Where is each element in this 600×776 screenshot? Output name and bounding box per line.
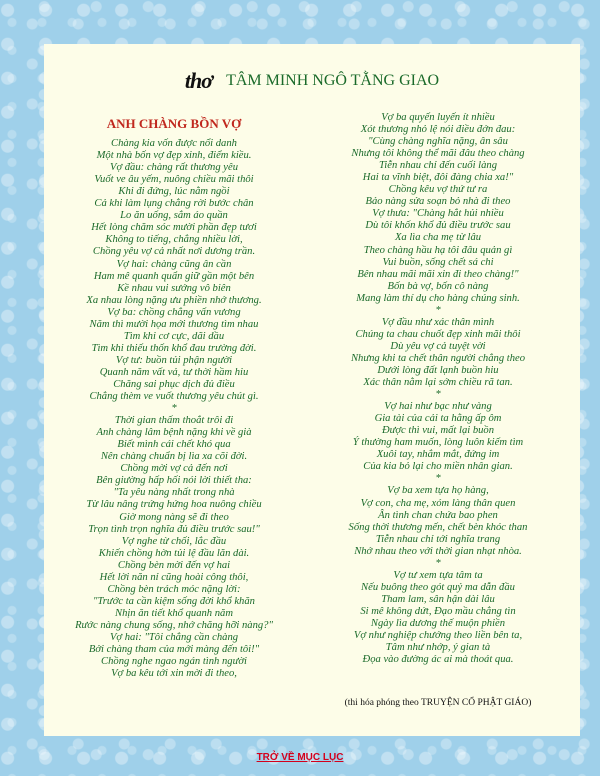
poem-line: Dù tôi khốn khổ đủ điều trước sau [365, 220, 511, 232]
poem-line: Chẳng thèm ve vuốt thương yêu chút gì. [89, 391, 259, 403]
poem-line: Đọa vào đường ác ai mà thoát qua. [362, 654, 514, 666]
poem-line: Nhưng khi ta chết thân người chẳng theo [350, 352, 526, 364]
poem-line: Gia tài của cải ta hằng ấp ôm [374, 413, 502, 425]
poem-credit: (thi hóa phóng theo TRUYỆN CỔ PHẬT GIÁO) [344, 698, 532, 708]
poem-line: Hết lòng chăm sóc mười phần đẹp tươi [91, 222, 257, 234]
poem-line: Bởi chàng tham của mới màng đến tôi!" [88, 644, 260, 656]
stanza-separator: * [435, 389, 441, 401]
poem-line: Được thì vui, mất lại buồn [381, 425, 495, 437]
stanza-separator: * [171, 403, 177, 415]
poem-line: Chồng mời vợ cả đến nơi [120, 463, 228, 475]
poem-line: Si mê không dứt, Đạo mầu chẳng tìn [360, 605, 516, 617]
poem-line: Tìm khi cơ cực, dãi dầu [123, 330, 225, 342]
poem-line: Bốn bà vợ, bốn cô nàng [387, 280, 489, 292]
poem-line: Mang làm thí dụ cho hàng chúng sinh. [356, 292, 520, 304]
poem-line: Vợ hai: "Tôi chẳng cần chàng [109, 631, 239, 643]
poem-line: Vợ tư xem tựa tâm ta [393, 569, 483, 581]
poem-line: Chăng sai phục dịch đủ điều [113, 378, 235, 390]
poem-line: Chồng kêu vợ thứ tư ra [388, 184, 488, 196]
tho-logo: thơ [184, 68, 213, 93]
poem-line: Nên chàng chuẩn bị lìa xa cõi đời. [100, 451, 248, 463]
poem-line: Sống thời thương mến, chết bèn khóc than [348, 521, 528, 533]
poem-line: Chàng kia vốn được nổi danh [111, 138, 237, 150]
poem-line: Vợ như nghiệp chướng theo liền bên ta, [353, 630, 523, 642]
poem-line: Vuốt ve âu yếm, nuông chiều mãi thôi [94, 174, 254, 186]
poem-line: Nhịn ăn tiết khổ quanh năm [115, 607, 233, 619]
poem-line: Chồng bèn mời đến vợ hai [117, 559, 231, 571]
stanza-separator: * [435, 473, 441, 485]
poem-column-right [316, 112, 560, 666]
poem-line: Quanh năm vất vả, tư thời hầm hiu [99, 366, 249, 378]
poem-line: Nhưng tôi không thể mãi đâu theo chàng [351, 148, 525, 160]
poem-line: Trọn tình trọn nghĩa đủ điều trước sau!" [88, 523, 260, 535]
poem-line: Vui buồn, sống chết sá chi [382, 256, 494, 268]
poem-line: Thời gian thấm thoắt trôi đi [114, 415, 234, 427]
poem-line: Bảo nàng sửa soạn bỏ nhà đi theo [365, 196, 511, 208]
poem-line: Vợ hai: chàng cũng ân cần [116, 258, 232, 270]
poem-line: Năm thì mười họa mới thương tìm nhau [89, 318, 259, 330]
poem-line: Vợ thưa: "Chàng hắt hủi nhiều [372, 208, 504, 220]
poem-line: Xa lìa cha mẹ từ lâu [394, 232, 482, 244]
poem-line: Của kia bỏ lại cho miền nhân gian. [363, 461, 513, 473]
poem-line: Lo ăn uống, sắm áo quần [120, 210, 228, 222]
poem-line: Từ lâu nâng trứng hứng hoa nuông chiều [86, 499, 262, 511]
poem-line: Tìm khi thiếu thốn khổ đau trường đời. [91, 342, 257, 354]
poem-line: Chúng ta chau chuốt đẹp xinh mãi thôi [355, 328, 521, 340]
poem-lines-left [52, 138, 296, 680]
poem-line: Xót thương nhỏ lệ nói điều đớn đau: [360, 124, 516, 136]
poem-line: Bên giường hấp hối nói lời thiết tha: [96, 475, 252, 487]
poem-line: Vợ con, cha mẹ, xóm làng thân quen [360, 497, 516, 509]
poem-line: "Trước ta cần kiệm sống đời khổ khăn [93, 595, 255, 607]
poem-line: "Cùng chàng nghĩa nặng, ân sâu [368, 136, 508, 148]
poem-line: Tiễn nhau chỉ tới nghĩa trang [375, 533, 501, 545]
poem-line: Chồng yêu vợ cả nhất nơi dương trần. [92, 246, 256, 258]
poem-title: ANH CHÀNG BỒN VỢ [106, 116, 242, 131]
poem-line: Dù yêu vợ cả tuyệt vời [390, 340, 486, 352]
poem-line: Ngày lìa dương thế muộn phiền [370, 617, 506, 629]
poem-line: Vợ ba: chồng chẳng vấn vương [107, 306, 241, 318]
poem-line: Tham lam, sân hận dài lâu [381, 593, 495, 605]
poem-line: Tiễn nhau chỉ đến cuối làng [379, 160, 497, 172]
poem-line: Vợ ba xem tựa họ hàng, [387, 485, 489, 497]
poem-line: Vợ tư: buồn tủi phận người [115, 354, 233, 366]
poem-line: Cả khi làm lụng chẳng rời bước chân [94, 198, 254, 210]
poem-line: "Ta yêu nàng nhất trong nhà [113, 487, 235, 499]
poem-line: Vợ hai như bạc như vàng [384, 401, 492, 413]
poem-line: Vợ đầu như xác thân mình [381, 316, 495, 328]
poem-line: Hai ta vĩnh biệt, đôi đàng chia xa!" [362, 172, 514, 184]
poem-line: Khi đi đứng, lúc nằm ngồi [118, 186, 230, 198]
poem-line: Nhớ nhau theo với thời gian nhạt nhòa. [354, 545, 522, 557]
poem-line: Chồng bèn trách móc nặng lời: [107, 583, 241, 595]
poem-line: Dưới lòng đất lạnh buồn hiu [377, 364, 499, 376]
poem-line: Bên nhau mãi mãi xin đi theo chàng!" [357, 268, 519, 280]
poem-line: Không to tiếng, chẳng nhiều lời, [105, 234, 243, 246]
poem-line: Rước nàng chung sống, nhớ chăng hỡi nàng?" [75, 619, 273, 631]
poem-line: Ham mê quanh quẩn giữ gần một bên [93, 270, 255, 282]
poem-line: Vợ ba quyến luyến ít nhiều [381, 112, 495, 123]
poem-lines-right [316, 112, 560, 666]
poem-column-left [52, 116, 296, 680]
poem-line: Một nhà bốn vợ đẹp xinh, điểm kiều. [96, 150, 252, 162]
poem-line: Ân tình chan chứa bao phen [378, 509, 498, 521]
page-header [44, 68, 580, 94]
poem-line: Tâm như nhớp, ý gian tà [385, 642, 491, 654]
poem-line: Khiến chồng hờn tủi lệ đầu lăn dài. [98, 547, 250, 559]
poem-line: Vợ đầu: chàng rất thương yêu [109, 162, 238, 174]
stanza-separator: * [435, 557, 441, 569]
poem-line: Ý thường ham muốn, lòng luôn kiếm tìm [352, 437, 524, 449]
poem-line: Biết mình cái chết khó qua [117, 439, 231, 451]
author-name: TÂM MINH NGÔ TẰNG GIAO [226, 72, 440, 89]
poem-line: Theo chàng hầu hạ tôi đâu quản gì [363, 244, 513, 256]
back-to-index-link[interactable]: TRỞ VỀ MỤC LỤC [256, 752, 344, 763]
poem-line: Xa nhau lòng nặng ưu phiền nhớ thương. [86, 294, 262, 306]
poem-line: Giờ mong nàng sẽ đi theo [119, 511, 229, 523]
poem-line: Vợ nghe từ chối, lắc đầu [121, 535, 227, 547]
poem-page [44, 44, 580, 736]
poem-line: Vợ ba kêu tới xin mời đi theo, [111, 668, 237, 680]
poem-line: Chồng nghe ngao ngán tình người [101, 656, 247, 668]
poem-line: Nếu buông theo gót quỷ ma dẫn đầu [361, 581, 515, 593]
poem-line: Kề nhau vui sướng vô biên [117, 282, 231, 294]
poem-line: Anh chàng lâm bệnh nặng khi về già [96, 427, 252, 439]
poem-line: Xác thân nằm lại sớm chiều rã tan. [363, 377, 513, 389]
poem-line: Hết lời năn nỉ cũng hoài công thôi, [99, 571, 249, 583]
stanza-separator: * [435, 304, 441, 316]
poem-line: Xuôi tay, nhắm mắt, đứng im [376, 449, 500, 461]
